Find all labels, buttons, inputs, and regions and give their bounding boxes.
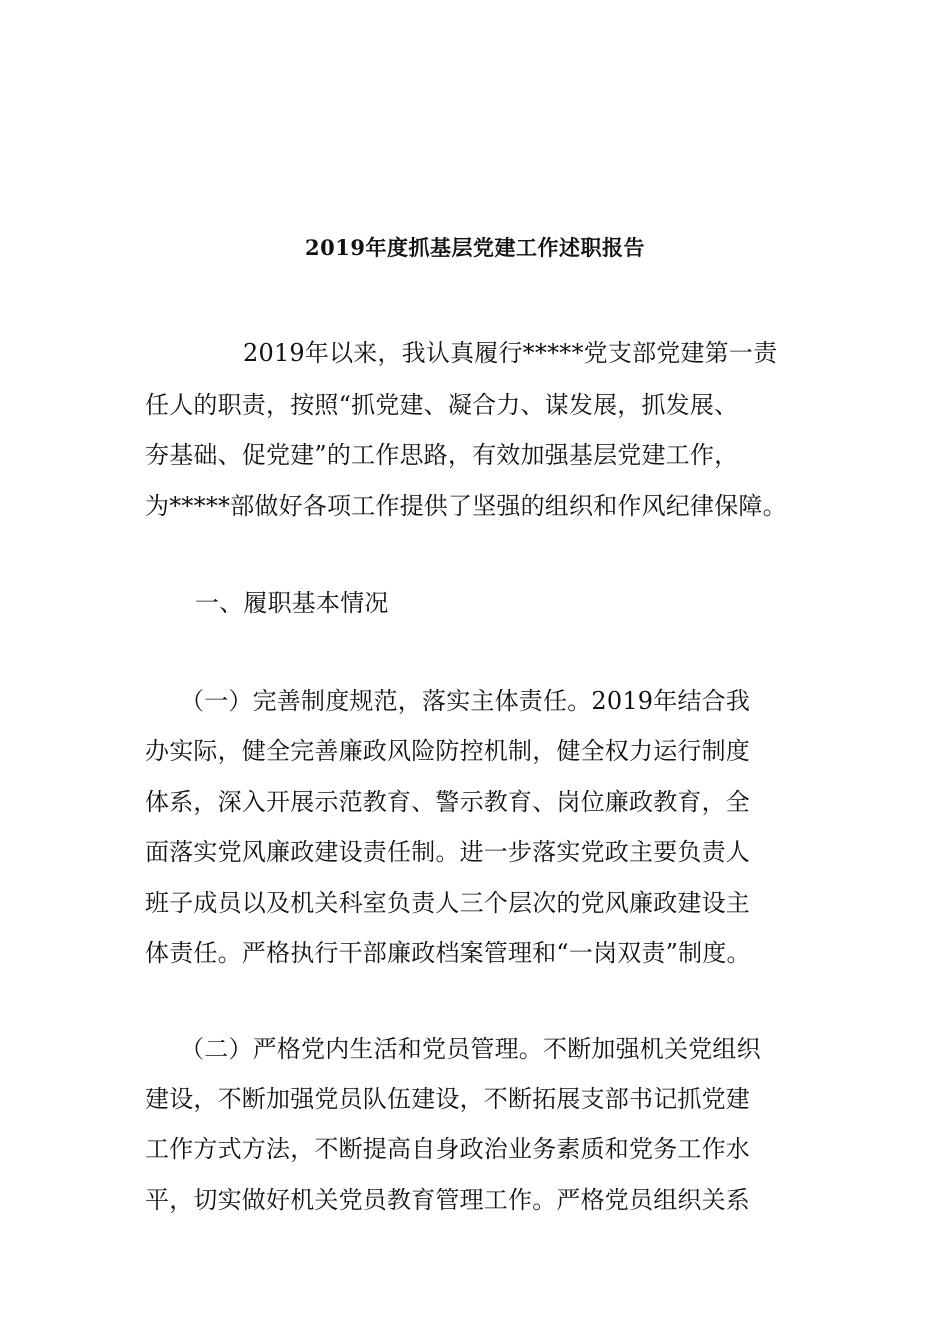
paragraph-1-line-4: 面落实党风廉政建设责任制。进一步落实党政主要负责人	[145, 838, 750, 866]
document-title: 2019年度抓基层党建工作述职报告	[305, 235, 645, 260]
paragraph-1-line-5: 班子成员以及机关科室负责人三个层次的党风廉政建设主	[145, 889, 750, 917]
paragraph-2-line-3: 工作方式方法，不断提高自身政治业务素质和党务工作水	[145, 1135, 750, 1163]
paragraph-1-line-2: 办实际，健全完善廉政风险防控机制，健全权力运行制度	[145, 737, 750, 765]
paragraph-2-line-2: 建设，不断加强党员队伍建设，不断拓展支部书记抓党建	[145, 1085, 750, 1113]
intro-line-4: 为*****部做好各项工作提供了坚强的组织和作风纪律保障。	[145, 492, 787, 520]
paragraph-1-line-1: （一）完善制度规范，落实主体责任。2019年结合我	[180, 687, 751, 715]
paragraph-2-line-1: （二）严格党内生活和党员管理。不断加强机关党组织	[180, 1035, 761, 1063]
intro-line-2: 任人的职责，按照“抓党建、凝合力、谋发展，抓发展、	[145, 391, 739, 419]
paragraph-1-line-6: 体责任。严格执行干部廉政档案管理和“一岗双责”制度。	[145, 939, 751, 967]
paragraph-1-line-3: 体系，深入开展示范教育、警示教育、岗位廉政教育，全	[145, 788, 750, 816]
section-heading: 一、履职基本情况	[195, 589, 389, 617]
intro-line-3: 夯基础、促党建”的工作思路，有效加强基层党建工作，	[145, 441, 739, 469]
intro-line-1: 2019年以来，我认真履行*****党支部党建第一责	[243, 339, 778, 367]
paragraph-2-line-4: 平，切实做好机关党员教育管理工作。严格党员组织关系	[145, 1186, 750, 1214]
